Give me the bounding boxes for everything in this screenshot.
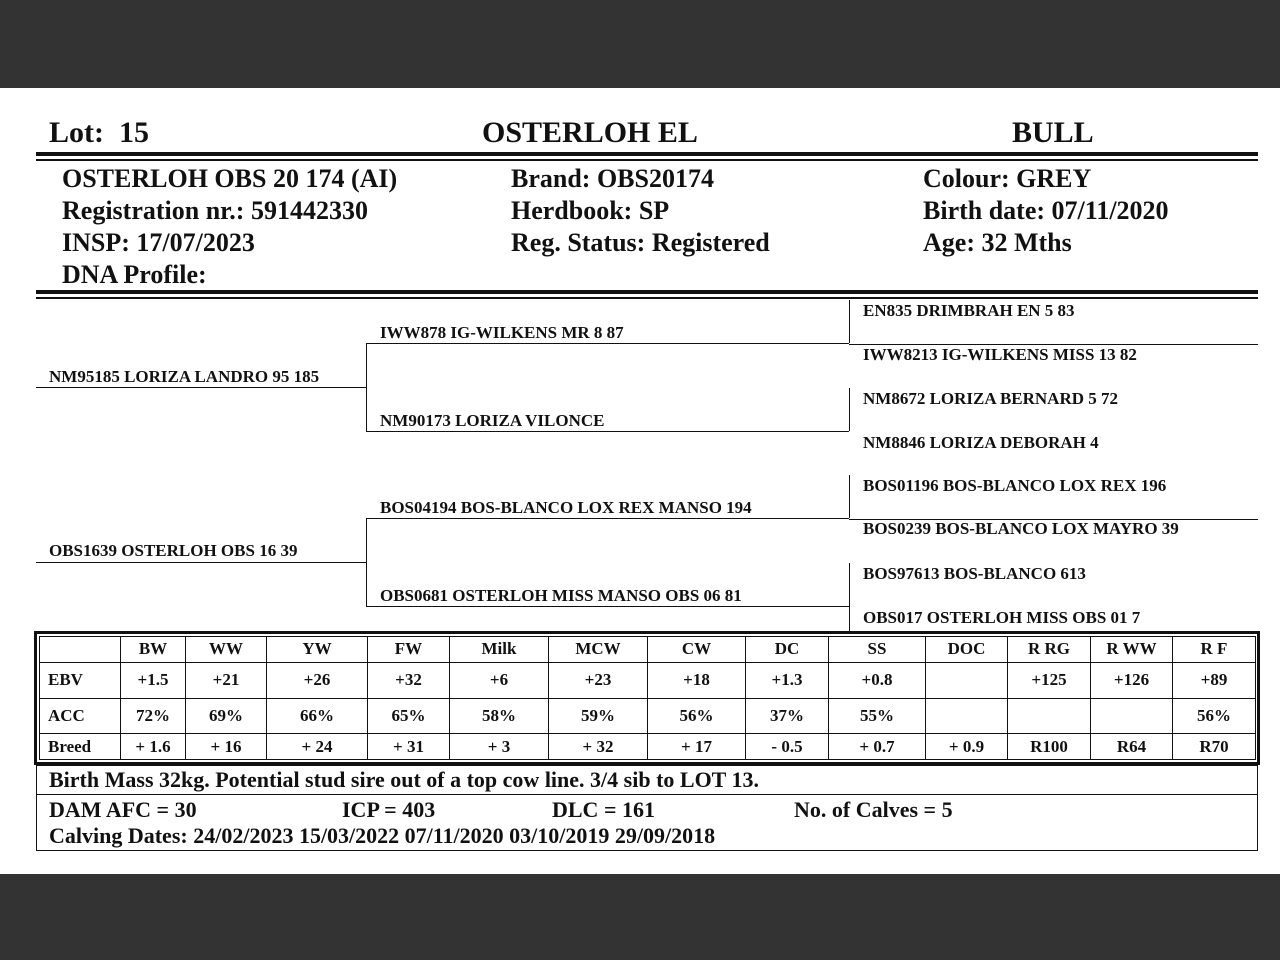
pedigree-sire: NM95185 LORIZA LANDRO 95 185 xyxy=(49,367,320,386)
ebv-header-cell: Milk xyxy=(450,637,549,663)
info-rule-thick xyxy=(36,290,1258,294)
dam-line xyxy=(36,562,366,563)
calving-dates: Calving Dates: 24/02/2023 15/03/2022 07/11/2020 03/10/2019 29/09/2018 xyxy=(49,823,716,848)
inspection-date: INSP: 17/07/2023 xyxy=(62,228,255,257)
breed-row xyxy=(40,734,1256,760)
ebv-cell: +1.3 xyxy=(746,662,829,698)
ebv-header-cell: WW xyxy=(186,637,267,663)
header-rule-thick xyxy=(36,152,1258,156)
dam-dlc: DLC = 161 xyxy=(552,797,655,822)
pedigree-dam-dam: OBS0681 OSTERLOH MISS MANSO OBS 06 81 xyxy=(380,586,742,605)
ebv-row xyxy=(40,662,1256,698)
breed-cell: + 0.7 xyxy=(829,734,926,760)
ebv-table xyxy=(39,636,1256,760)
info-rule-thin xyxy=(36,297,1258,299)
ebv-header-cell xyxy=(40,637,121,663)
ebv-header-cell: DC xyxy=(746,637,829,663)
pedigree-gg-6: BOS0239 BOS-BLANCO LOX MAYRO 39 xyxy=(863,519,1179,538)
acc-cell xyxy=(926,698,1008,734)
pedigree-gg-2: IWW8213 IG-WILKENS MISS 13 82 xyxy=(863,345,1137,364)
sire-sire-line xyxy=(366,343,849,344)
acc-cell: 59% xyxy=(549,698,648,734)
breed-cell: + 32 xyxy=(549,734,648,760)
acc-cell: 65% xyxy=(368,698,450,734)
pedigree-gg-3: NM8672 LORIZA BERNARD 5 72 xyxy=(863,389,1119,408)
ebv-header-cell: DOC xyxy=(926,637,1008,663)
row-label: EBV xyxy=(40,662,121,698)
registration-number: Registration nr.: 591442330 xyxy=(62,196,368,225)
ebv-header-cell: FW xyxy=(368,637,450,663)
ebv-cell: +125 xyxy=(1008,662,1091,698)
ebv-header-cell: CW xyxy=(648,637,746,663)
ebv-cell: +32 xyxy=(368,662,450,698)
acc-cell: 37% xyxy=(746,698,829,734)
age: Age: 32 Mths xyxy=(923,228,1072,257)
header-rule-thin xyxy=(36,159,1258,161)
ebv-header-cell: R WW xyxy=(1091,637,1173,663)
breed-cell: R64 xyxy=(1091,734,1173,760)
brand: Brand: OBS20174 xyxy=(511,164,714,193)
acc-cell: 58% xyxy=(450,698,549,734)
ebv-cell: +1.5 xyxy=(121,662,186,698)
acc-cell: 55% xyxy=(829,698,926,734)
acc-cell: 56% xyxy=(1173,698,1256,734)
ebv-cell: +26 xyxy=(267,662,368,698)
ebv-cell: +0.8 xyxy=(829,662,926,698)
gg-bracket-2 xyxy=(849,388,850,431)
birth-date: Birth date: 07/11/2020 xyxy=(923,196,1169,225)
registration-status: Reg. Status: Registered xyxy=(511,228,770,257)
acc-cell: 69% xyxy=(186,698,267,734)
ebv-header-row xyxy=(40,637,1256,663)
ebv-header-cell: R RG xyxy=(1008,637,1091,663)
pedigree-dam-sire: BOS04194 BOS-BLANCO LOX REX MANSO 194 xyxy=(380,498,752,517)
ebv-header-cell: MCW xyxy=(549,637,648,663)
dam-dam-line xyxy=(366,606,849,607)
ebv-header-cell: SS xyxy=(829,637,926,663)
pedigree-gg-5: BOS01196 BOS-BLANCO LOX REX 196 xyxy=(863,476,1167,495)
breed-cell: + 17 xyxy=(648,734,746,760)
breed-cell: + 1.6 xyxy=(121,734,186,760)
dam-stats xyxy=(36,795,1258,851)
breed-cell: + 31 xyxy=(368,734,450,760)
sire-bracket xyxy=(366,343,367,431)
lot-number: 15 xyxy=(119,116,149,149)
breed-cell: - 0.5 xyxy=(746,734,829,760)
gg-bracket-3 xyxy=(849,475,850,518)
ebv-cell: +21 xyxy=(186,662,267,698)
pedigree-sire-sire: IWW878 IG-WILKENS MR 8 87 xyxy=(380,323,624,342)
gg-bracket-1 xyxy=(849,300,850,343)
breed-cell: R70 xyxy=(1173,734,1256,760)
ebv-header-cell: BW xyxy=(121,637,186,663)
ebv-cell: +6 xyxy=(450,662,549,698)
acc-cell xyxy=(1091,698,1173,734)
pedigree-gg-1: EN835 DRIMBRAH EN 5 83 xyxy=(863,301,1075,320)
remarks: Birth Mass 32kg. Potential stud sire out of a top cow line. 3/4 sib to LOT 13. xyxy=(36,765,1258,795)
ebv-header-cell: R F xyxy=(1173,637,1256,663)
dam-sire-line xyxy=(366,518,849,519)
animal-name-title: OSTERLOH EL xyxy=(482,116,698,149)
dam-afc: DAM AFC = 30 xyxy=(49,797,197,822)
acc-cell xyxy=(1008,698,1091,734)
pedigree-sire-dam: NM90173 LORIZA VILONCE xyxy=(380,411,605,430)
ebv-cell: +18 xyxy=(648,662,746,698)
acc-cell: 66% xyxy=(267,698,368,734)
lot-label xyxy=(49,116,149,150)
dam-bracket xyxy=(366,518,367,606)
dam-calves: No. of Calves = 5 xyxy=(794,797,953,822)
ebv-cell: +23 xyxy=(549,662,648,698)
breed-cell: + 3 xyxy=(450,734,549,760)
pedigree-gg-4: NM8846 LORIZA DEBORAH 4 xyxy=(863,433,1099,452)
acc-cell: 72% xyxy=(121,698,186,734)
breed-cell: + 16 xyxy=(186,734,267,760)
row-label: ACC xyxy=(40,698,121,734)
dam-icp: ICP = 403 xyxy=(342,797,436,822)
colour: Colour: GREY xyxy=(923,164,1092,193)
sire-line xyxy=(36,387,366,388)
dna-profile: DNA Profile: xyxy=(62,260,207,289)
acc-cell: 56% xyxy=(648,698,746,734)
breed-cell: + 0.9 xyxy=(926,734,1008,760)
gg-bracket-4 xyxy=(849,563,850,631)
acc-row xyxy=(40,698,1256,734)
ebv-cell: +89 xyxy=(1173,662,1256,698)
ebv-cell xyxy=(926,662,1008,698)
sire-dam-line xyxy=(366,431,849,432)
pedigree-gg-7: BOS97613 BOS-BLANCO 613 xyxy=(863,564,1086,583)
pedigree-dam: OBS1639 OSTERLOH OBS 16 39 xyxy=(49,541,298,560)
herdbook: Herdbook: SP xyxy=(511,196,670,225)
breed-cell: + 24 xyxy=(267,734,368,760)
breed-cell: R100 xyxy=(1008,734,1091,760)
row-label: Breed xyxy=(40,734,121,760)
ebv-cell: +126 xyxy=(1091,662,1173,698)
full-name: OSTERLOH OBS 20 174 (AI) xyxy=(62,164,398,193)
animal-type: BULL xyxy=(1012,116,1094,149)
lot-sheet xyxy=(0,88,1280,874)
lot-label-text: Lot: xyxy=(49,116,104,149)
ebv-header-cell: YW xyxy=(267,637,368,663)
pedigree-gg-8: OBS017 OSTERLOH MISS OBS 01 7 xyxy=(863,608,1141,627)
